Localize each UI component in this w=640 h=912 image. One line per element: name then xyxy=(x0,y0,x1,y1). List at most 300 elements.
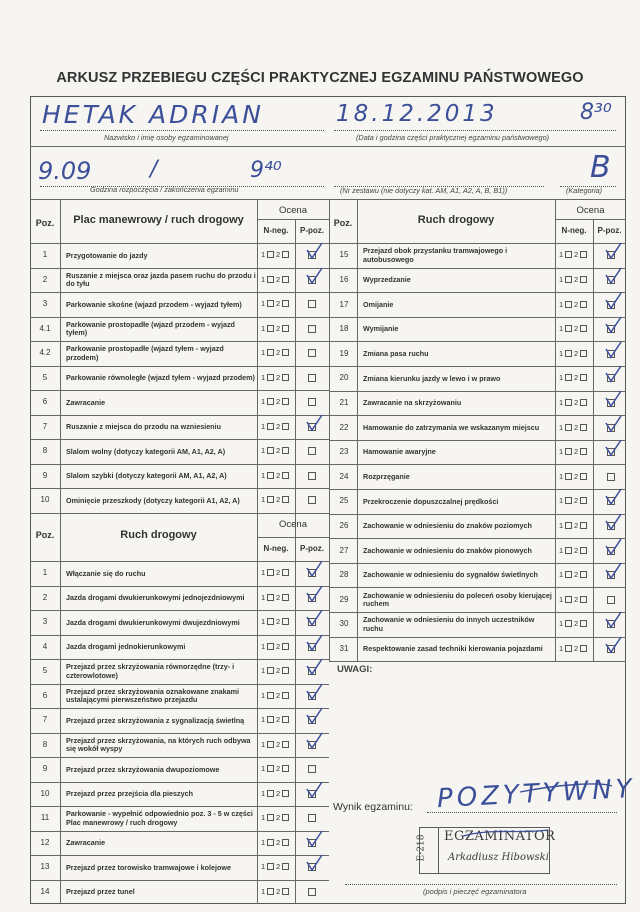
left-ruch-row-num: 4 xyxy=(42,641,48,651)
left-plac-nneg-checkbox-2[interactable] xyxy=(282,325,289,332)
left-ruch-nneg-checkbox-1[interactable] xyxy=(267,863,274,870)
left-ruch-box-label-1: 1 xyxy=(261,764,266,774)
ppoz-check-mark xyxy=(604,365,624,385)
right-ruch-row-text: Rozprzęganie xyxy=(363,471,410,481)
right-ruch-ppoz-checkbox[interactable] xyxy=(607,596,615,604)
left-plac-nneg-checkbox-2[interactable] xyxy=(282,349,289,356)
left-ruch-row-num: 13 xyxy=(40,862,50,872)
right-ruch-box-label-2: 2 xyxy=(574,422,579,432)
row-divider xyxy=(329,391,626,392)
right-ruch-row-num: 22 xyxy=(339,422,349,432)
right-ruch-box-label-1: 1 xyxy=(559,619,564,629)
right-ruch-row-num: 25 xyxy=(339,496,349,506)
right-ruch-nneg-checkbox-2[interactable] xyxy=(580,448,587,455)
left-plac-box-label-2: 2 xyxy=(276,446,281,456)
left-ruch-poz-header: Poz. xyxy=(35,530,55,540)
right-ruch-nneg-checkbox-1[interactable] xyxy=(565,350,572,357)
examiner-stamp-name: Arkadiusz Hibowski xyxy=(448,852,549,863)
category-caption: (Kategoria) xyxy=(566,186,603,195)
row-divider xyxy=(30,292,329,293)
right-ruch-box-label-2: 2 xyxy=(574,373,579,383)
row-divider xyxy=(30,610,329,611)
right-ruch-row-num: 29 xyxy=(339,594,349,604)
row-divider xyxy=(30,757,329,758)
right-ruch-box-label-2: 2 xyxy=(574,520,579,530)
left-ruch-nneg-checkbox-2[interactable] xyxy=(282,814,289,821)
left-plac-box-label-2: 2 xyxy=(276,470,281,480)
name-value: HETAK ADRIAN xyxy=(42,100,264,129)
right-ruch-nneg-checkbox-2[interactable] xyxy=(580,596,587,603)
right-ocena-header: Ocena xyxy=(576,205,605,216)
left-ruch-nneg-checkbox-1[interactable] xyxy=(267,569,274,576)
left-ruch-row-text: Jazda drogami dwukierunkowymi dwujezdniowymi xyxy=(66,617,240,627)
left-ruch-row-text: Jazda drogami dwukierunkowymi jednojezdniowymi xyxy=(66,593,245,602)
left-plac-row-text: Slalom szybki (dotyczy kategorii AM, A1, A2, A) xyxy=(66,471,227,480)
left-ruch-nneg-checkbox-1[interactable] xyxy=(267,692,274,699)
row-divider xyxy=(30,439,329,440)
left-ruch-nneg-checkbox-2[interactable] xyxy=(282,667,289,674)
right-ruch-box-label-2: 2 xyxy=(574,250,579,260)
ppoz-check-mark xyxy=(604,316,624,336)
right-ruch-nneg-checkbox-2[interactable] xyxy=(580,276,587,283)
left-ruch-nneg-checkbox-2[interactable] xyxy=(282,790,289,797)
right-ruch-row-num: 28 xyxy=(339,570,349,580)
ppoz-check-mark xyxy=(604,267,624,287)
left-ruch-nneg-checkbox-1[interactable] xyxy=(267,839,274,846)
right-ruch-nneg-checkbox-1[interactable] xyxy=(565,620,572,627)
ppoz-check-mark xyxy=(305,609,325,629)
ppoz-check-mark xyxy=(604,538,624,558)
left-plac-row-num: 5 xyxy=(42,372,48,382)
left-ruch-row-num: 3 xyxy=(42,617,48,627)
right-ruch-nneg-checkbox-1[interactable] xyxy=(565,325,572,332)
right-ruch-row-text: Zmiana kierunku jazdy w lewo i w prawo xyxy=(363,373,501,383)
right-ruch-ppoz-checkbox[interactable] xyxy=(607,473,615,481)
right-ruch-nneg-checkbox-2[interactable] xyxy=(580,301,587,308)
right-ruch-box-label-1: 1 xyxy=(559,373,564,383)
left-ruch-box-label-2: 2 xyxy=(276,568,281,578)
right-ruch-box-label-1: 1 xyxy=(559,274,564,284)
left-ruch-row-text: Parkowanie - wypełnić odpowiednio poz. 3 - 5 w części Plac manewrowy / ruch drogowy xyxy=(66,809,253,827)
left-ruch-nneg-checkbox-1[interactable] xyxy=(267,790,274,797)
right-nneg-header: N-neg. xyxy=(561,226,587,235)
row-divider xyxy=(329,440,626,441)
sheet-title: ARKUSZ PRZEBIEGU CZĘŚCI PRAKTYCZNEJ EGZAMINU PAŃSTWOWEGO xyxy=(56,70,584,86)
right-ruch-nneg-checkbox-1[interactable] xyxy=(565,374,572,381)
left-ruch-nneg-checkbox-2[interactable] xyxy=(282,618,289,625)
row-divider xyxy=(30,586,329,587)
left-ruch-nneg-checkbox-1[interactable] xyxy=(267,765,274,772)
row-divider xyxy=(30,268,329,269)
row-divider xyxy=(30,561,329,562)
ppoz-check-mark xyxy=(305,560,325,580)
left-plac-box-label-2: 2 xyxy=(276,372,281,382)
left-plac-nneg-checkbox-2[interactable] xyxy=(282,472,289,479)
row-divider xyxy=(30,415,329,416)
right-ruch-box-label-2: 2 xyxy=(574,496,579,506)
left-ruch-nneg-checkbox-1[interactable] xyxy=(267,814,274,821)
right-ruch-nneg-checkbox-1[interactable] xyxy=(565,276,572,283)
left-plac-ppoz-checkbox[interactable] xyxy=(308,398,316,406)
right-ruch-row-num: 26 xyxy=(339,520,349,530)
ppoz-check-mark xyxy=(305,683,325,703)
left-ruch-nneg-checkbox-1[interactable] xyxy=(267,716,274,723)
right-ruch-box-label-2: 2 xyxy=(574,348,579,358)
right-ruch-row-text: Hamowanie do zatrzymania we wskazanym miejscu xyxy=(363,422,540,432)
right-ruch-nneg-checkbox-2[interactable] xyxy=(580,497,587,504)
right-ruch-box-label-2: 2 xyxy=(574,471,579,481)
left-ruch-box-label-2: 2 xyxy=(276,666,281,676)
left-plac-box-label-1: 1 xyxy=(261,397,266,407)
left-ruch-ppoz-checkbox[interactable] xyxy=(308,814,316,822)
right-ruch-row-num: 27 xyxy=(339,545,349,555)
left-plac-box-label-1: 1 xyxy=(261,299,266,309)
signature-dotted-line xyxy=(345,884,617,885)
left-ruch-nneg-checkbox-2[interactable] xyxy=(282,692,289,699)
left-plac-nneg-checkbox-1[interactable] xyxy=(267,447,274,454)
right-ruch-box-label-1: 1 xyxy=(559,324,564,334)
left-plac-ppoz-checkbox[interactable] xyxy=(308,472,316,480)
left-plac-row-num: 8 xyxy=(42,446,48,456)
left-ruch-row-num: 9 xyxy=(42,764,48,774)
left-ocena-header: Ocena xyxy=(279,205,307,216)
right-ruch-box-label-1: 1 xyxy=(559,594,564,604)
right-ruch-row-num: 21 xyxy=(339,397,349,407)
row-divider xyxy=(329,464,626,465)
left-ruch-row-num: 12 xyxy=(40,837,50,847)
right-ruch-nneg-checkbox-1[interactable] xyxy=(565,301,572,308)
right-ruch-nneg-checkbox-1[interactable] xyxy=(565,547,572,554)
left-plac-box-label-2: 2 xyxy=(276,299,281,309)
row-divider xyxy=(30,366,329,367)
left-plac-nneg-checkbox-1[interactable] xyxy=(267,251,274,258)
ppoz-check-mark xyxy=(604,439,624,459)
left-ruch-ppoz-header: P-poz. xyxy=(300,544,324,553)
left-plac-box-label-1: 1 xyxy=(261,421,266,431)
examiner-stamp-title: EGZAMINATOR xyxy=(444,829,556,844)
left-plac-row-num: 6 xyxy=(42,397,48,407)
left-plac-ppoz-checkbox[interactable] xyxy=(308,447,316,455)
left-ruch-box-label-1: 1 xyxy=(261,886,266,896)
left-ruch-row-text: Przejazd przez skrzyżowania równorzędne (trzy- i czterowlotowe) xyxy=(66,662,235,680)
right-ruch-nneg-checkbox-2[interactable] xyxy=(580,645,587,652)
left-ruch-row-text: Włączanie się do ruchu xyxy=(66,568,146,578)
right-ruch-nneg-checkbox-1[interactable] xyxy=(565,596,572,603)
left-plac-row-text: Przygotowanie do jazdy xyxy=(66,250,148,260)
left-plac-box-label-2: 2 xyxy=(276,421,281,431)
left-ruch-nneg-checkbox-1[interactable] xyxy=(267,741,274,748)
row-divider xyxy=(30,782,329,783)
left-ruch-nneg-checkbox-1[interactable] xyxy=(267,888,274,895)
right-ruch-nneg-checkbox-1[interactable] xyxy=(565,399,572,406)
left-ruch-box-label-1: 1 xyxy=(261,592,266,602)
right-ruch-nneg-checkbox-2[interactable] xyxy=(580,571,587,578)
right-ruch-row-text: Omijanie xyxy=(363,299,394,309)
right-ruch-box-label-1: 1 xyxy=(559,471,564,481)
left-ruch-nneg-checkbox-1[interactable] xyxy=(267,643,274,650)
right-ruch-box-label-2: 2 xyxy=(574,619,579,629)
left-ruch-box-label-2: 2 xyxy=(276,617,281,627)
left-plac-row-num: 7 xyxy=(42,421,48,431)
right-ruch-row-num: 18 xyxy=(339,324,349,334)
right-ruch-nneg-checkbox-2[interactable] xyxy=(580,473,587,480)
row-divider xyxy=(30,806,329,807)
row-divider xyxy=(30,831,329,832)
right-ruch-row-text: Zachowanie w odniesieniu do znaków pionowych xyxy=(363,545,532,555)
right-ruch-header: Ruch drogowy xyxy=(417,214,495,226)
left-plac-box-label-2: 2 xyxy=(276,274,281,284)
left-plac-nneg-checkbox-1[interactable] xyxy=(267,349,274,356)
right-ruch-nneg-checkbox-1[interactable] xyxy=(565,448,572,455)
ppoz-check-mark xyxy=(305,242,325,262)
left-ruch-nneg-header: N-neg. xyxy=(263,544,289,553)
ppoz-check-mark xyxy=(305,830,325,850)
right-ruch-box-label-1: 1 xyxy=(559,545,564,555)
right-ruch-box-label-1: 1 xyxy=(559,447,564,457)
left-ruch-box-label-1: 1 xyxy=(261,568,266,578)
start-time-value: 9.09 xyxy=(38,157,92,185)
left-plac-nneg-checkbox-2[interactable] xyxy=(282,398,289,405)
row-divider xyxy=(30,855,329,856)
right-ruch-box-label-1: 1 xyxy=(559,250,564,260)
right-ruch-box-label-2: 2 xyxy=(574,545,579,555)
row-divider xyxy=(329,563,626,564)
left-ruch-nneg-checkbox-2[interactable] xyxy=(282,643,289,650)
left-plac-row-text: Ruszanie z miejsca oraz jazda pasem ruchu do przodu i do tyłu xyxy=(66,270,256,289)
ppoz-check-mark xyxy=(604,562,624,582)
left-ruch-nneg-checkbox-2[interactable] xyxy=(282,765,289,772)
left-ruch-nneg-checkbox-2[interactable] xyxy=(282,569,289,576)
right-ruch-nneg-checkbox-1[interactable] xyxy=(565,424,572,431)
right-ruch-box-label-2: 2 xyxy=(574,643,579,653)
left-ruch-nneg-checkbox-2[interactable] xyxy=(282,716,289,723)
left-ruch-row-num: 11 xyxy=(40,813,50,823)
ppoz-check-mark xyxy=(604,242,624,262)
right-ruch-nneg-checkbox-1[interactable] xyxy=(565,571,572,578)
right-ruch-nneg-checkbox-2[interactable] xyxy=(580,547,587,554)
right-ruch-nneg-checkbox-1[interactable] xyxy=(565,473,572,480)
left-ruch-nneg-checkbox-2[interactable] xyxy=(282,594,289,601)
right-ruch-box-label-1: 1 xyxy=(559,397,564,407)
right-ruch-nneg-checkbox-2[interactable] xyxy=(580,620,587,627)
left-ruch-row-num: 2 xyxy=(42,592,48,602)
right-ruch-nneg-checkbox-1[interactable] xyxy=(565,645,572,652)
ppoz-check-mark xyxy=(305,585,325,605)
right-ruch-box-label-1: 1 xyxy=(559,570,564,580)
left-plac-box-label-1: 1 xyxy=(261,470,266,480)
left-plac-row-num: 4.1 xyxy=(39,323,51,333)
set-caption: (Nr zestawu (nie dotyczy kat. AM, A1, A2, A, B, B1)) xyxy=(340,186,508,195)
right-ruch-nneg-checkbox-2[interactable] xyxy=(580,251,587,258)
right-ruch-box-label-2: 2 xyxy=(574,299,579,309)
row-divider xyxy=(329,637,626,638)
right-ruch-nneg-checkbox-1[interactable] xyxy=(565,522,572,529)
right-ruch-box-label-2: 2 xyxy=(574,447,579,457)
left-plac-nneg-checkbox-2[interactable] xyxy=(282,276,289,283)
left-ruch-ppoz-checkbox[interactable] xyxy=(308,888,316,896)
left-plac-row-text: Ominięcie przeszkody (dotyczy kategorii A1, A2, A) xyxy=(66,495,240,505)
name-caption: Nazwisko i imię osoby egzaminowanej xyxy=(104,133,229,142)
left-plac-nneg-checkbox-2[interactable] xyxy=(282,447,289,454)
ppoz-check-mark xyxy=(305,781,325,801)
row-divider xyxy=(329,341,626,342)
right-ruch-nneg-checkbox-2[interactable] xyxy=(580,424,587,431)
signature-caption: (podpis i pieczęć egzaminatora xyxy=(423,887,527,896)
left-plac-ppoz-checkbox[interactable] xyxy=(308,496,316,504)
row-divider xyxy=(30,464,329,465)
row-divider xyxy=(329,612,626,613)
left-ruch-row-text: Zawracanie xyxy=(66,838,106,847)
row-divider xyxy=(30,708,329,709)
right-ruch-nneg-checkbox-1[interactable] xyxy=(565,251,572,258)
left-ruch-row-num: 5 xyxy=(42,666,48,676)
row-divider xyxy=(329,415,626,416)
right-ruch-box-label-2: 2 xyxy=(574,324,579,334)
left-plac-row-num: 3 xyxy=(42,299,48,309)
left-plac-box-label-1: 1 xyxy=(261,372,266,382)
row-divider xyxy=(30,684,329,685)
right-ruch-row-text: Respektowanie zasad techniki kierowania pojazdami xyxy=(363,644,543,654)
left-ruch-nneg-checkbox-2[interactable] xyxy=(282,863,289,870)
ppoz-check-mark xyxy=(604,390,624,410)
left-ruch-box-label-2: 2 xyxy=(276,813,281,823)
left-plac-row-text: Ruszanie z miejsca do przodu na wzniesieniu xyxy=(66,422,221,431)
left-ruch-box-label-2: 2 xyxy=(276,862,281,872)
ppoz-check-mark xyxy=(604,488,624,508)
left-plac-ppoz-checkbox[interactable] xyxy=(308,300,316,308)
left-ruch-box-label-2: 2 xyxy=(276,788,281,798)
left-plac-box-label-1: 1 xyxy=(261,495,266,505)
right-ruch-nneg-checkbox-2[interactable] xyxy=(580,325,587,332)
left-plac-row-text: Parkowanie prostopadłe (wjazd przodem - wyjazd tyłem) xyxy=(66,319,235,338)
left-ruch-box-label-2: 2 xyxy=(276,715,281,725)
left-plac-nneg-checkbox-1[interactable] xyxy=(267,300,274,307)
left-nneg-header: N-neg. xyxy=(263,226,289,235)
row-divider xyxy=(257,537,329,538)
left-ruch-ppoz-checkbox[interactable] xyxy=(308,765,316,773)
right-ruch-row-text: Wyprzedzanie xyxy=(363,275,411,285)
left-plac-nneg-checkbox-1[interactable] xyxy=(267,496,274,503)
date-caption: (Data i godzina części praktycznej egzaminu państwowego) xyxy=(356,133,550,142)
row-divider xyxy=(30,341,329,342)
right-ruch-nneg-checkbox-2[interactable] xyxy=(580,374,587,381)
right-ruch-row-text: Zachowanie w odniesieniu do znaków poziomych xyxy=(363,521,532,531)
right-ruch-nneg-checkbox-2[interactable] xyxy=(580,350,587,357)
left-ruch-box-label-1: 1 xyxy=(261,641,266,651)
row-divider xyxy=(30,513,329,514)
right-ruch-row-num: 31 xyxy=(339,643,349,653)
left-ppoz-header: P-poz. xyxy=(300,226,324,235)
left-ruch-box-label-1: 1 xyxy=(261,739,266,749)
left-plac-row-num: 4.2 xyxy=(39,348,51,358)
left-plac-row-num: 9 xyxy=(42,470,48,480)
left-ruch-row-num: 10 xyxy=(40,788,50,798)
left-ruch-box-label-2: 2 xyxy=(276,641,281,651)
row-divider xyxy=(30,390,329,391)
left-ruch-row-num: 1 xyxy=(42,568,48,578)
examiner-stamp-code: E-218 xyxy=(416,834,427,862)
left-ruch-row-num: 6 xyxy=(42,690,48,700)
right-ruch-nneg-checkbox-2[interactable] xyxy=(580,399,587,406)
right-ruch-box-label-1: 1 xyxy=(559,496,564,506)
left-ruch-nneg-checkbox-1[interactable] xyxy=(267,667,274,674)
left-ruch-nneg-checkbox-2[interactable] xyxy=(282,839,289,846)
left-plac-row-text: Parkowanie prostopadłe (wjazd tyłem - wyjazd przodem) xyxy=(66,344,224,362)
left-plac-box-label-2: 2 xyxy=(276,323,281,333)
left-plac-nneg-checkbox-1[interactable] xyxy=(267,398,274,405)
right-ruch-box-label-2: 2 xyxy=(574,274,579,284)
right-ruch-row-num: 30 xyxy=(339,619,349,629)
left-ruch-box-label-2: 2 xyxy=(276,592,281,602)
left-ruch-row-text: Przejazd przez skrzyżowania, na których ruch odbywa się wokół wyspy xyxy=(66,735,251,754)
row-divider xyxy=(30,733,329,734)
left-plac-nneg-checkbox-2[interactable] xyxy=(282,496,289,503)
ppoz-check-mark xyxy=(604,513,624,533)
right-ruch-nneg-checkbox-2[interactable] xyxy=(580,522,587,529)
left-plac-box-label-2: 2 xyxy=(276,495,281,505)
row-divider xyxy=(329,514,626,515)
left-ruch-row-text: Przejazd przez tunel xyxy=(66,887,135,896)
row-divider xyxy=(329,587,626,588)
right-ruch-row-text: Zachowanie w odniesieniu do sygnałów świetlnych xyxy=(363,570,538,580)
ppoz-check-mark xyxy=(305,854,325,874)
left-plac-ppoz-checkbox[interactable] xyxy=(308,325,316,333)
left-ruch-nneg-checkbox-1[interactable] xyxy=(267,618,274,625)
left-plac-ppoz-checkbox[interactable] xyxy=(308,374,316,382)
left-ruch-nneg-checkbox-2[interactable] xyxy=(282,888,289,895)
time-separator: / xyxy=(150,157,158,182)
ppoz-check-mark xyxy=(305,634,325,654)
right-ruch-row-text: Zachowanie w odniesieniu do poleceń osoby kierującej ruchem xyxy=(363,590,552,609)
left-ruch-ocena-header: Ocena xyxy=(279,519,307,530)
left-plac-nneg-checkbox-1[interactable] xyxy=(267,472,274,479)
left-plac-box-label-1: 1 xyxy=(261,348,266,358)
row-divider xyxy=(30,880,329,881)
left-plac-nneg-checkbox-2[interactable] xyxy=(282,300,289,307)
left-ruch-nneg-checkbox-1[interactable] xyxy=(267,594,274,601)
right-poz-header: Poz. xyxy=(333,218,353,228)
left-ruch-row-text: Przejazd przez skrzyżowania z sygnalizacją świetlną xyxy=(66,715,245,725)
left-ruch-box-label-1: 1 xyxy=(261,666,266,676)
row-divider xyxy=(30,488,329,489)
left-plac-nneg-checkbox-1[interactable] xyxy=(267,325,274,332)
left-plac-nneg-checkbox-2[interactable] xyxy=(282,251,289,258)
left-plac-nneg-checkbox-2[interactable] xyxy=(282,423,289,430)
left-plac-box-label-1: 1 xyxy=(261,323,266,333)
left-plac-nneg-checkbox-1[interactable] xyxy=(267,374,274,381)
name-dotted-line xyxy=(40,130,324,131)
left-ruch-row-text: Przejazd przez skrzyżowania dwupoziomowe xyxy=(66,764,220,774)
left-ruch-box-label-1: 1 xyxy=(261,617,266,627)
left-plac-box-label-2: 2 xyxy=(276,348,281,358)
ppoz-check-mark xyxy=(604,292,624,312)
right-ruch-box-label-2: 2 xyxy=(574,594,579,604)
row-divider xyxy=(329,268,626,269)
left-ruch-row-num: 7 xyxy=(42,715,48,725)
ppoz-check-mark xyxy=(305,732,325,752)
right-ruch-row-text: Wymijanie xyxy=(363,324,399,334)
category-value: B xyxy=(590,150,611,185)
right-ruch-box-label-2: 2 xyxy=(574,397,579,407)
left-plac-ppoz-checkbox[interactable] xyxy=(308,349,316,357)
right-ruch-nneg-checkbox-1[interactable] xyxy=(565,497,572,504)
left-ruch-nneg-checkbox-2[interactable] xyxy=(282,741,289,748)
left-plac-nneg-checkbox-1[interactable] xyxy=(267,276,274,283)
left-plac-nneg-checkbox-2[interactable] xyxy=(282,374,289,381)
left-ruch-row-num: 8 xyxy=(42,739,48,749)
left-plac-nneg-checkbox-1[interactable] xyxy=(267,423,274,430)
times-caption: Godzina rozpoczęcia / zakończenia egzaminu xyxy=(90,185,239,194)
